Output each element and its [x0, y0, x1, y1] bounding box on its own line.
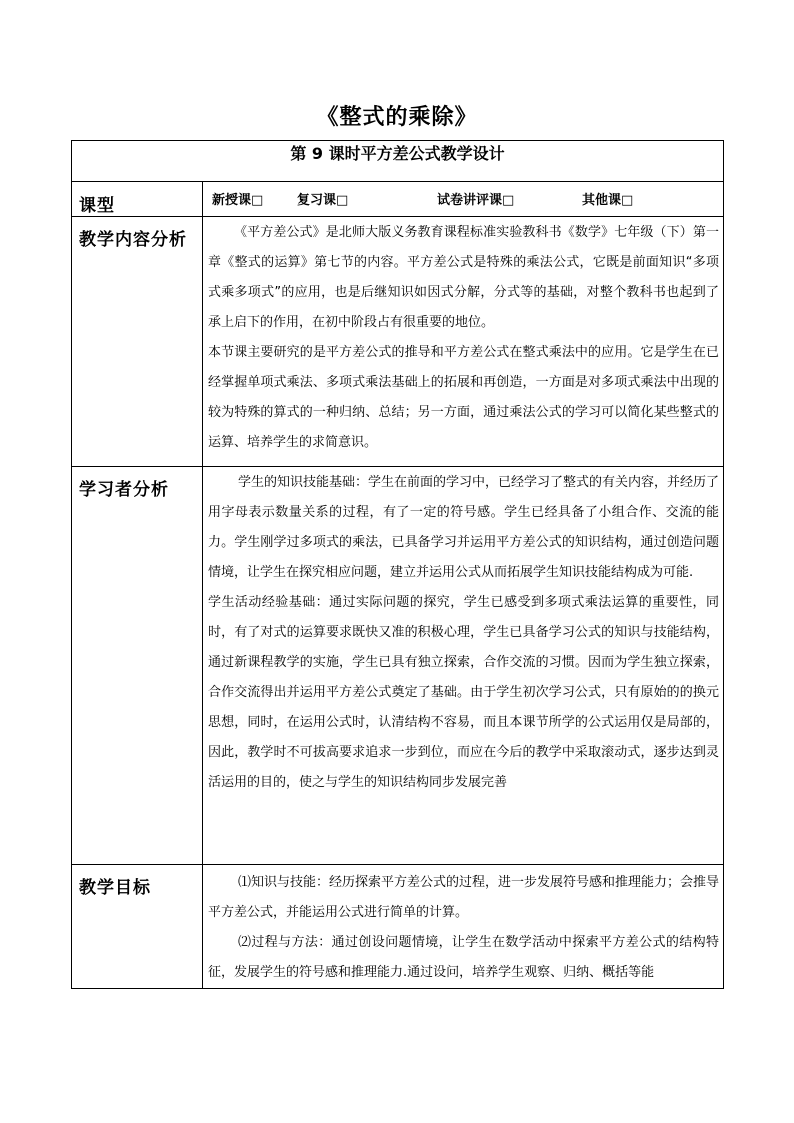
- lesson-subtitle: 第 9 课时平方差公式教学设计: [72, 141, 724, 182]
- course-type-options: [203, 182, 723, 208]
- content-analysis-text: [203, 217, 723, 458]
- option-review-lesson[interactable]: 复习课□: [297, 193, 349, 208]
- learner-analysis-row: [72, 467, 724, 865]
- learner-paragraph: 学生活动经验基础：通过实际问题的探究，学生已感受到多项式乘法运算的重要性，同时，有了对式的运算要求既快又准的积极心理，学生已具备学习公式的知识与技能结构，通过新课程教学的实施，学生已具有独立探索，合作交流的习惯。因而为学生独立探索，合作交流得出并运用平方差公式奠定了基础。由于学生初次学习公式，只有原始的的换元思想，同时，在运用公式时，认清结构不容易，而且本课节所学的公式运用仅是局部的，因此，教学时不可拔高要求追求一步到位，而应在今后的教学中采取滚动式，逐步达到灵活运用的目的，使之与学生的知识结构同步发展完善: [208, 595, 719, 790]
- learner-analysis-label: 学习者分析: [79, 480, 169, 500]
- content-paragraph: 本节课主要研究的是平方差公式的推导和平方差公式在整式乘法中的应用。它是学生在已经掌握单项式乘法、多项式乘法基础上的拓展和再创造，一方面是对多项式乘法中出现的较为特殊的算式的一种归纳、总结；另一方面，通过乘法公式的学习可以简化某些整式的运算、培养学生的求简意识。: [208, 345, 719, 450]
- goal-paragraph: ⑵过程与方法：通过创设问题情境，让学生在数学活动中探索平方差公式的结构特征，发展学生的符号感和推理能力.通过设问，培养学生观察、归纳、概括等能: [208, 935, 719, 980]
- content-paragraph: 《平方差公式》是北师大版义务教育课程标准实验教科书《数学》七年级（下）第一章《整式的运算》第七节的内容。平方差公式是特殊的乘法公式，它既是前面知识“多项式乘多项式”的应用，也是后继知识如因式分解，分式等的基础，对整个教科书也起到了承上启下的作用，在初中阶段占有很重要的地位。: [208, 225, 719, 330]
- option-exam-review-lesson[interactable]: 试卷讲评课□: [437, 193, 515, 208]
- course-type-label: 课型: [79, 196, 115, 216]
- teaching-goals-row: [72, 865, 724, 989]
- learner-paragraph: 学生的知识技能基础：学生在前面的学习中，已经学习了整式的有关内容，并经历了用字母表示数量关系的过程，有了一定的符号感。学生已经具备了小组合作、交流的能力。学生刚学过多项式的乘法，已具备学习并运用平方差公式的知识结构，通过创造问题情境，让学生在探究相应问题，建立并运用公式从而拓展学生知识技能结构成为可能.: [208, 475, 720, 580]
- document-title: 《整式的乘除》: [316, 104, 478, 130]
- lesson-plan-table: [71, 140, 724, 989]
- goal-paragraph: ⑴知识与技能：经历探索平方差公式的过程，进一步发展符号感和推理能力；会推导平方差公式，并能运用公式进行简单的计算。: [208, 875, 720, 920]
- subtitle-row: [72, 141, 724, 182]
- course-type-row: [72, 182, 724, 217]
- option-other-lesson[interactable]: 其他课□: [582, 193, 634, 208]
- content-analysis-row: [72, 217, 724, 467]
- content-analysis-label: 教学内容分析: [79, 230, 187, 250]
- teaching-goals-text: [203, 865, 723, 988]
- teaching-goals-label: 教学目标: [79, 878, 151, 898]
- learner-analysis-text: [203, 467, 723, 798]
- option-new-lesson[interactable]: 新授课□: [212, 193, 264, 208]
